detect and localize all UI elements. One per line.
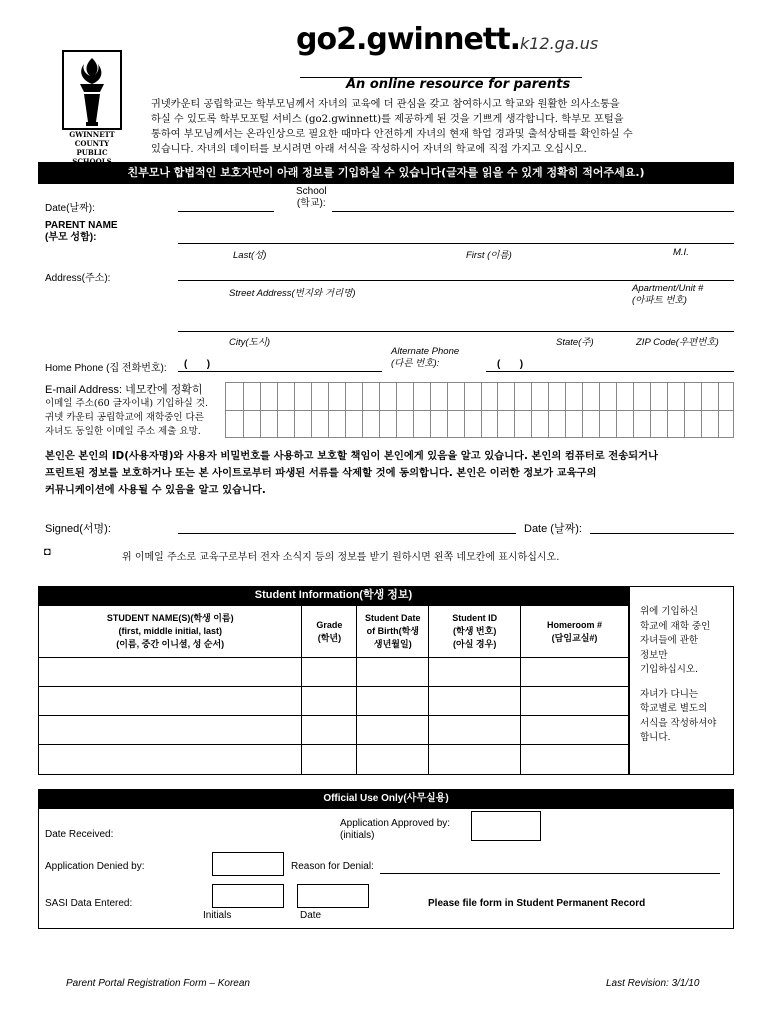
email-char-cell[interactable] [260,383,261,437]
alternate-phone-paren: ( ) [497,359,524,370]
email-char-cell[interactable] [243,383,244,437]
reason-label: Reason for Denial: [291,861,374,872]
parent-instructions-bar: 친부모나 합법적인 보호자만이 아래 정보를 기입하실 수 있습니다(글자를 읽을 수 있게 정확히 적어주세요.) [38,162,734,184]
site-title-main: go2.gwinnett. [296,22,520,57]
footer-revision: Last Revision: 3/1/10 [606,978,700,989]
site-title [296,22,598,57]
denied-by-field[interactable] [212,852,284,876]
approved-by-label: Application Approved by: (initials) [340,818,451,841]
sasi-date-field[interactable] [297,884,369,908]
signed-label: Signed(서명): [45,523,111,535]
newsletter-checkbox[interactable]: ◘ [44,546,51,558]
email-char-cell[interactable] [362,383,363,437]
email-char-cell[interactable] [413,383,414,437]
email-char-cell[interactable] [548,383,549,437]
email-char-cell[interactable] [464,383,465,437]
middle-initial-label: M.I. [673,247,689,258]
street-address-label: Street Address(번지와 거리명) [229,288,356,299]
col-student-name: STUDENT NAME(S)(학생 이름) (first, middle initial, last) (이름, 중간 이니셜, 성 순서) [39,606,302,658]
file-note: Please file form in Student Permanent Record [428,898,646,909]
address-label: Address(주소): [45,273,111,284]
state-label: State(주) [556,337,594,348]
parent-name-label: PARENT NAME (부모 성함): [45,220,118,243]
student-table [38,605,629,775]
table-row[interactable] [39,658,629,687]
school-label: School (학교): [296,186,327,209]
alternate-phone-label: Alternate Phone (다른 번호): [391,346,460,369]
site-title-suffix: k12.ga.us [519,34,599,53]
col-student-id: Student ID (학생 번호) (아실 경우) [429,606,521,658]
col-homeroom: Homeroom # (담임교실#) [521,606,629,658]
official-use-bar: Official Use Only(사무실용) [38,789,734,809]
denied-by-label: Application Denied by: [45,861,145,872]
sasi-label: SASI Data Entered: [45,898,133,909]
table-row[interactable] [39,687,629,716]
home-phone-paren: ( ) [184,359,211,370]
email-char-cell[interactable] [481,383,482,437]
last-name-label: Last(성) [233,250,267,261]
sasi-initials-field[interactable] [212,884,284,908]
parent-name-field[interactable] [178,243,734,244]
home-phone-field[interactable] [178,371,382,372]
email-char-cell[interactable] [616,383,617,437]
torch-icon [62,50,122,130]
zip-label: ZIP Code(우편번호) [636,337,719,348]
signed-date-label: Date (날짜): [524,523,582,535]
date-label-official: Date [300,910,322,921]
school-field[interactable] [332,211,734,212]
date-received-label: Date Received: [45,829,114,840]
email-char-cell[interactable] [650,383,651,437]
email-char-cell[interactable] [718,383,719,437]
email-char-cell[interactable] [311,383,312,437]
signed-date-field[interactable] [590,533,734,534]
table-row[interactable] [39,716,629,745]
email-label: E-mail Address: 네모칸에 정확히 이메일 주소(60 글자이내) 기입하실 것. 귀넷 카운티 공립학교에 재학중인 다른 자녀도 동일한 이메일 주소 제출 요망. [45,384,209,437]
reason-field[interactable] [380,873,720,874]
alternate-phone-field[interactable] [486,371,734,372]
city-label: City(도시) [229,337,271,348]
email-char-cell[interactable] [701,383,702,437]
email-char-cell[interactable] [582,383,583,437]
newsletter-checkbox-text: 위 이메일 주소로 교육구로부터 전자 소식지 등의 정보를 받기 원하시면 왼쪽 네모칸에 표시하십시오. [122,552,560,563]
district-logo [62,50,122,180]
signature-field[interactable] [178,533,516,534]
table-row[interactable] [39,745,629,775]
apartment-label: Apartment/Unit # (아파트 번호) [632,283,704,306]
email-char-cell[interactable] [667,383,668,437]
consent-paragraph: 본인은 본인의 ID(사용자명)와 사용자 비밀번호를 사용하고 보호할 책임이 본인에게 있음을 알고 있습니다. 본인의 컴퓨터로 전송되거나 프린트된 정보를 보호하거나 또는 본 사이트로부터 파생된 서류를 삭제할 것에 동의합니다. 본인은 이러한 정보가 교육구의 커뮤니케이션에 사용될 수 있음을 알고 있습니다. [45,450,659,496]
email-char-cell[interactable] [599,383,600,437]
col-grade: Grade (학년) [302,606,357,658]
email-char-cell[interactable] [633,383,634,437]
email-char-cell[interactable] [531,383,532,437]
date-field[interactable] [178,211,274,212]
street-address-field[interactable] [178,280,734,281]
city-state-zip-field[interactable] [178,331,734,332]
email-char-cell[interactable] [430,383,431,437]
home-phone-label: Home Phone (집 전화번호): [45,363,167,374]
logo-text: GWINNETT COUNTY PUBLIC [69,130,115,157]
email-char-cell[interactable] [396,383,397,437]
page-subtitle: An online resource for parents [346,77,571,92]
email-char-cell[interactable] [497,383,498,437]
approved-by-field[interactable] [471,811,541,841]
email-char-cell[interactable] [328,383,329,437]
student-info-bar: Student Information(학생 정보) [38,586,629,605]
email-char-grid[interactable] [225,382,734,438]
first-name-label: First (이름) [466,250,512,261]
email-char-cell[interactable] [294,383,295,437]
student-side-note: 위에 기입하신 학교에 재학 중인 자녀들에 관한 정보만 기입하십시오. 자녀가 다니는 학교별로 별도의 서식을 작성하셔야 합니다. [629,586,734,775]
email-char-cell[interactable] [447,383,448,437]
email-char-cell[interactable] [277,383,278,437]
email-char-cell[interactable] [565,383,566,437]
email-char-cell[interactable] [379,383,380,437]
email-char-cell[interactable] [684,383,685,437]
footer-form-name: Parent Portal Registration Form – Korean [66,978,250,989]
email-char-cell[interactable] [514,383,515,437]
date-label: Date(날짜): [45,203,95,214]
email-char-cell[interactable] [345,383,346,437]
col-dob: Student Date of Birth(학생 생년월일) [357,606,429,658]
initials-label: Initials [203,910,232,921]
intro-paragraph: 귀넷카운티 공립학교는 학부모님께서 자녀의 교육에 더 관심을 갖고 참여하시고 학교와 원활한 의사소통을 하실 수 있도록 학부모포털 서비스 (go2.gwinnett)를 제공하게 된 것을 기쁘게 생각합니다. 학부모 포털을 통하여 부모님께서는 온라인상으로 필요한 때마다 안전하게 자녀의 현재 학업 경과및 출석상태를 확인하실 수 있습니다. 자녀의 데이터를 보시려면 아래 서식을 작성하시어 자녀의 학교에 직접 가지고 오십시오. [151,99,633,155]
